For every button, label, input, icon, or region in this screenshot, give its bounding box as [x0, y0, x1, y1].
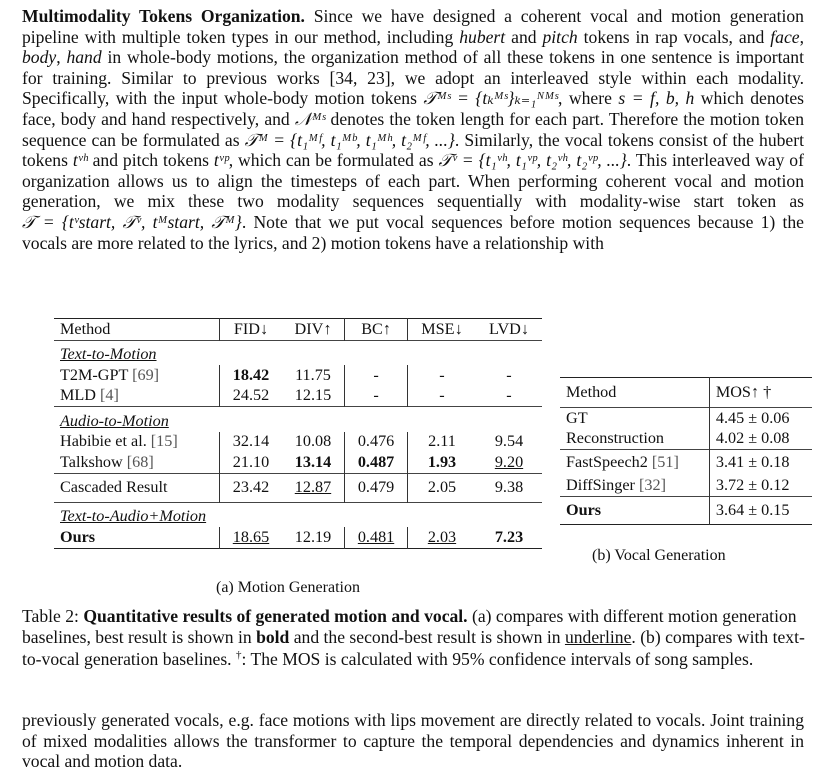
table-row	[560, 476, 812, 497]
term-face: face	[770, 26, 800, 47]
col-bc: BC↑	[345, 319, 408, 341]
paragraph-heading: Multimodality Tokens Organization.	[22, 6, 305, 26]
cell-fid: 23.42	[220, 473, 282, 502]
term-hubert: hubert	[459, 26, 506, 47]
caption-underline-word: underline	[564, 627, 632, 648]
cell-div: 12.87	[294, 478, 332, 496]
citation: [51]	[651, 453, 679, 472]
row-name	[560, 476, 709, 497]
math-hubert-token: tᵛʰ	[72, 150, 88, 171]
cell-div: 12.15	[294, 386, 332, 405]
motion-generation-table	[54, 318, 542, 549]
subcaption-a: (a) Motion Generation	[216, 579, 360, 596]
text: : The MOS is calculated with 95% confidence intervals of song samples.	[241, 648, 754, 669]
method-name: DiffSinger	[566, 476, 639, 495]
cell-mos: 3.64 ± 0.15	[709, 497, 812, 525]
citation: [68]	[126, 452, 154, 471]
cell-bc: 0.481	[345, 527, 408, 548]
cell-mos: 3.41 ± 0.18	[709, 450, 812, 476]
citation: [32]	[639, 476, 666, 495]
table-row	[54, 452, 542, 473]
row-name: Cascaded Result	[60, 478, 168, 496]
row-name: Ours	[60, 527, 96, 546]
method-name: MLD	[60, 386, 101, 405]
math-vocal-sequence: 𝒯ᵛ = {t₁ᵛʰ, t₁ᵛᵖ, t₂ᵛʰ, t₂ᵛᵖ, ...}	[438, 150, 627, 171]
table-header-row	[54, 319, 542, 341]
cell-bc: -	[345, 365, 408, 386]
text: tokens in rap vocals, and	[577, 26, 771, 47]
col-fid: FID↓	[220, 319, 282, 341]
joint-training-paragraph	[22, 710, 804, 772]
citation: [15]	[150, 432, 178, 451]
col-mos: MOS↑ †	[709, 378, 812, 408]
math-pitch-token: tᵛᵖ	[213, 150, 229, 171]
caption-title: Quantitative results of generated motion and vocal.	[83, 606, 468, 626]
text: denotes the token length for each part. Therefore the motion token sequence can be formulated as	[22, 108, 804, 150]
cell-mse: 2.05	[407, 473, 476, 502]
cell-bc: 0.487	[345, 452, 408, 473]
cell-lvd: 9.54	[494, 432, 524, 451]
cell-lvd: 7.23	[494, 527, 524, 546]
cell-bc: 0.476	[345, 432, 408, 453]
row-name	[54, 386, 220, 407]
cell-mse: 1.93	[407, 452, 476, 473]
text: in whole-body motions, the organization method of all these tokens in one sentence is important for training. Similar to previous works [34, 23], we adopt an interleaved style within each modality. Specifically, with the input whole-body motion tokens	[22, 47, 804, 109]
paragraph-text: previously generated vocals, e.g. face motions with lips movement are directly related to vocals. Joint training of mixed modalities allows the transformer to capture the temporal dependencies and dynamics inherent in vocal and motion data.	[22, 710, 804, 772]
caption-bold-word: bold	[256, 627, 290, 648]
term-pitch: pitch	[542, 26, 578, 47]
text: (a) compares with different motion generation baselines, best result is shown in	[22, 606, 797, 648]
col-mse: MSE↓	[407, 319, 476, 341]
citation: [69]	[132, 365, 160, 384]
table-row	[560, 408, 812, 429]
col-div: DIV↑	[294, 319, 332, 338]
dagger-symbol: †	[235, 648, 242, 661]
citation: [4]	[100, 386, 119, 405]
row-name	[54, 365, 220, 386]
math-motion-tokens: 𝒯ᴹˢ = {tₖᴹˢ}ₖ₌₁ᴺᴹˢ	[423, 88, 559, 109]
cell-mse: 2.11	[407, 432, 476, 453]
cell-lvd: -	[506, 386, 512, 405]
text: . Similarly, the vocal tokens consist of the hubert tokens	[22, 129, 804, 171]
method-name: T2M-GPT	[60, 365, 133, 384]
text: and pitch tokens	[87, 150, 214, 171]
subcaption-b: (b) Vocal Generation	[592, 547, 726, 564]
table-row	[560, 450, 812, 476]
method-name: FastSpeech2	[566, 453, 652, 472]
text: ,	[799, 26, 804, 47]
text: ,	[56, 47, 67, 68]
row-name	[54, 432, 220, 453]
cell-div: 12.19	[294, 527, 332, 546]
row-name	[54, 452, 220, 473]
text: , where	[558, 88, 619, 109]
text: Since we have designed a coherent vocal and motion generation pipeline with multiple token types in our method, including	[22, 6, 804, 47]
cell-fid: 32.14	[220, 432, 282, 453]
table-header-row	[560, 378, 812, 408]
table-row	[54, 527, 542, 548]
cell-div: 13.14	[294, 452, 332, 471]
method-name: Talkshow	[60, 452, 127, 471]
group-label: Text-to-Motion	[60, 345, 157, 364]
table-row	[54, 365, 542, 386]
group-row	[54, 340, 542, 365]
cell-mse: -	[407, 365, 476, 386]
math-s: s = f, b, h	[618, 88, 695, 109]
col-lvd: LVD↓	[489, 319, 529, 338]
group-label: Audio-to-Motion	[60, 411, 169, 430]
cell-mse: 2.03	[407, 527, 476, 548]
table-row	[54, 432, 542, 453]
row-name: GT	[566, 408, 588, 427]
vocal-generation-table	[560, 377, 812, 525]
math-motion-sequence: 𝒯ᴹ = {t₁ᴹᶠ, t₁ᴹᵇ, t₁ᴹʰ, t₂ᴹᶠ, ...}	[244, 129, 455, 150]
cell-div: 10.08	[294, 432, 332, 451]
cell-fid: 18.65	[220, 527, 282, 548]
text: and	[505, 26, 543, 47]
cell-lvd: 9.38	[494, 478, 524, 496]
cell-mse: -	[407, 386, 476, 407]
motion-tokens-paragraph	[22, 6, 804, 253]
table-caption	[22, 606, 812, 670]
text: and the second-best result is shown in	[289, 627, 565, 648]
table-row	[560, 497, 812, 525]
text: . (b) compares with text-to-vocal generation baselines.	[22, 627, 805, 669]
group-row	[54, 502, 542, 527]
math-full-sequence: 𝒯 = {tᵛstart, 𝒯ᵛ, tᴹstart, 𝒯ᴹ}	[22, 211, 242, 232]
group-label: Text-to-Audio+Motion	[60, 507, 207, 526]
table-row	[54, 473, 542, 502]
cell-fid: 24.52	[220, 386, 282, 407]
cell-fid: 21.10	[220, 452, 282, 473]
term-body: body	[22, 47, 57, 68]
table-row	[560, 429, 812, 450]
cell-mos: 3.72 ± 0.12	[709, 476, 812, 497]
cell-lvd: -	[506, 365, 512, 384]
text: . Note that we put vocal sequences before motion sequences because 1) the vocals are more related to the lyrics, and 2) motion tokens have a relationship with	[22, 211, 804, 253]
text: which denotes face, body and hand respectively, and	[22, 88, 804, 129]
method-name: Habibie et al.	[60, 432, 151, 451]
text: . This interleaved way of organization allows us to align the timesteps of each part. When performing coherent vocal and motion generation, we mix these two modality sequences sequentially with modality-wise start token as	[22, 150, 804, 212]
text: , which can be formulated as	[228, 150, 439, 171]
row-name	[560, 450, 709, 476]
cell-fid: 18.42	[220, 365, 282, 386]
row-name: Reconstruction	[566, 429, 665, 448]
cell-bc: -	[345, 386, 408, 407]
col-method: Method	[566, 383, 617, 401]
term-hand: hand	[66, 47, 102, 68]
math-length: 𝒩ᴹˢ	[294, 108, 326, 129]
cell-div: 11.75	[295, 365, 331, 384]
caption-label: Table 2:	[22, 606, 84, 626]
cell-lvd: 9.20	[494, 452, 524, 471]
cell-mos: 4.45 ± 0.06	[709, 408, 812, 429]
row-name: Ours	[566, 501, 602, 519]
table-row	[54, 386, 542, 407]
cell-bc: 0.479	[345, 473, 408, 502]
cell-mos: 4.02 ± 0.08	[709, 429, 812, 450]
col-method: Method	[60, 319, 111, 338]
group-row	[54, 407, 542, 432]
